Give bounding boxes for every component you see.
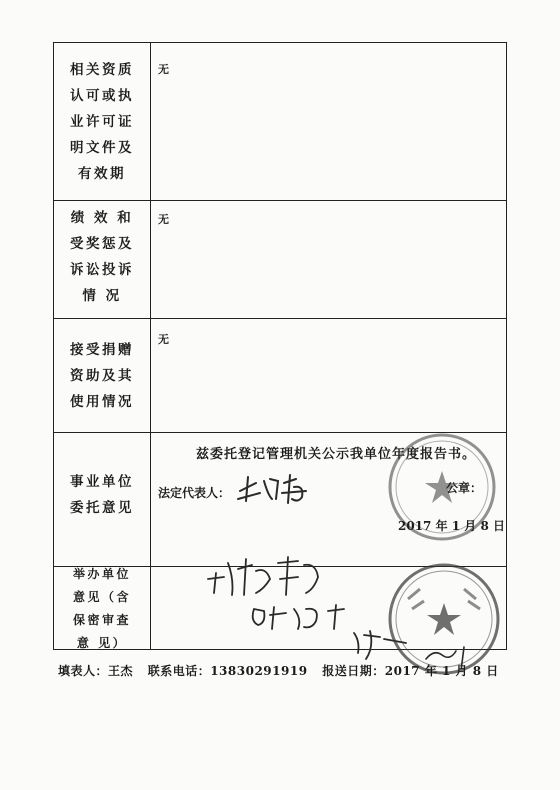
row-qualification-value: 无 [158, 63, 169, 76]
footer-report-date: 报送日期：2017 年 1 月 8 日 [322, 664, 499, 678]
sponsor-seal [384, 559, 504, 679]
legal-rep-signature [234, 469, 314, 509]
row-entrust-label: 事业单位 委托意见 [70, 474, 134, 516]
entrust-declaration: 兹委托登记管理机关公示我单位年度报告书。 [196, 447, 477, 462]
row-entrust [54, 433, 506, 567]
seal-label: 公章： [446, 481, 483, 495]
footer [58, 662, 509, 679]
footer-phone: 联系电话：13830291919 [147, 664, 308, 678]
report-table [53, 42, 507, 650]
row-performance-label: 绩 效 和 受奖惩及 诉讼投诉 情 况 [70, 210, 134, 304]
row-sponsor-label: 举办单位 意见（含 保密审查 意 见） [72, 567, 131, 650]
row-qualification [54, 43, 506, 201]
row-donations-label: 接受捐赠 资助及其 使用情况 [70, 342, 134, 410]
row-performance [54, 201, 506, 319]
legal-rep-label: 法定代表人： [158, 486, 231, 500]
row-sponsor [54, 567, 506, 651]
row-donations [54, 319, 506, 433]
entrust-date: 2017 年 1 月 8 日 [398, 519, 505, 533]
row-donations-value: 无 [158, 333, 169, 346]
row-qualification-label: 相关资质 认可或执 业许可证 明文件及 有效期 [70, 62, 134, 182]
footer-filler: 填表人：王杰 [58, 664, 134, 678]
row-performance-value: 无 [158, 213, 169, 226]
